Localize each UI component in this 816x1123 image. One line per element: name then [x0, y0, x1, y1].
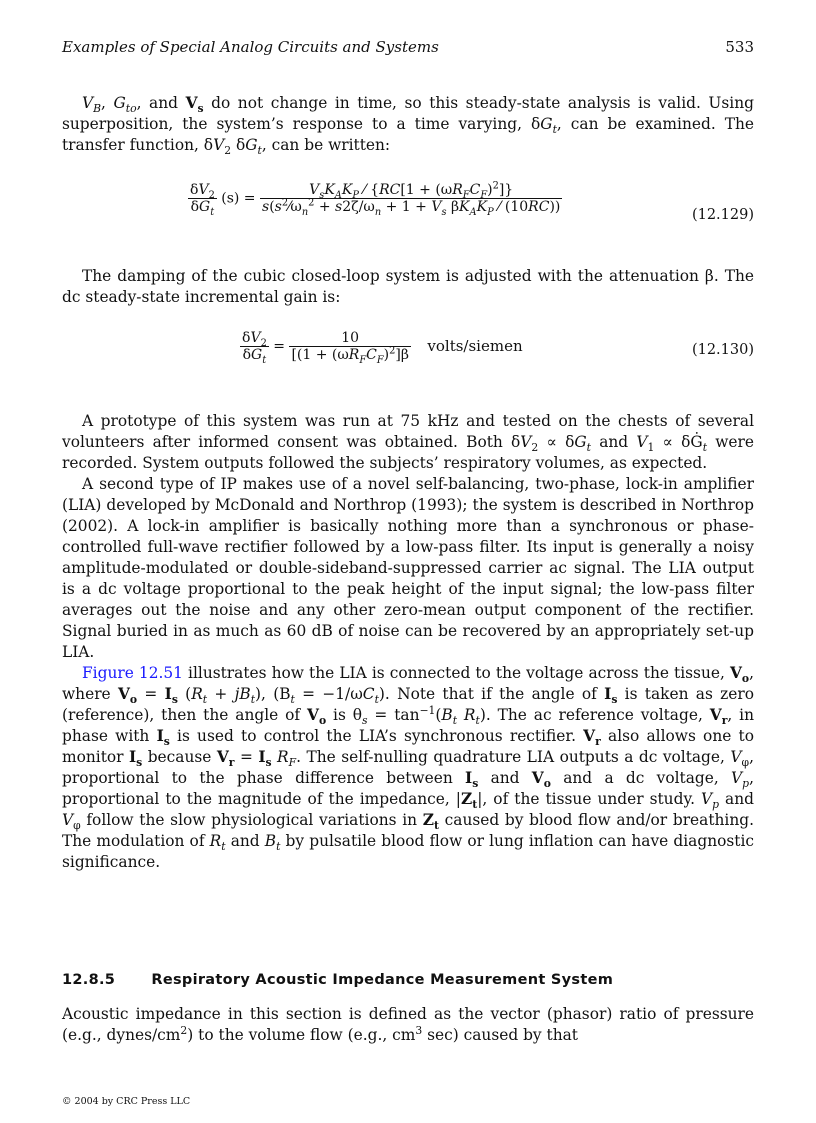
equation-number-130: (12.130) — [691, 342, 754, 358]
paragraph-prototype: A prototype of this system was run at 75 kHz and tested on the chests of several volunteers after informed consent was obtained. Both $\delta V_2 \propto \delta G_t$ and $V_1$ ∝ $\delta Ġ_t$ were recorded. System outputs followed the subjects’ respiratory volumes, as expected. — [62, 412, 754, 472]
eq130-lhs: $\frac{\delta V_2}{\delta G_t}$ — [242, 330, 267, 366]
running-title: Examples of Special Analog Circuits and Systems — [62, 38, 439, 56]
section-heading — [62, 972, 613, 988]
paragraph-steady-state: $V_B$, $G_{to}$, and $V_s$ do not change in time, so this steady-state analysis is valid. Using superposition, the system’s response to a time varying, $\delta G_t$, can be examined. The transfer function, $\delta V_2$ $\delta G_t$, can be written: — [62, 94, 754, 158]
body-text-block-4 — [62, 1004, 754, 1046]
paragraph-lock-in-amplifier: A second type of IP makes use of a novel self-balancing, two-phase, lock-in amplifier (LIA) developed by McDonald and Northrop (1993); the system is described in Northrop (2002). A lock-in amplifier is basically nothing more than a synchronous or phase-controlled full-wave rectifier followed by a low-pass filter. Its input is generally a noisy amplitude-modulated or double-sideband-suppressed carrier ac signal. The LIA output is a dc voltage proportional to the peak height of the input signal; the low-pass filter averages out the noise and any other zero-mean output component of the rectifier. Signal buried in as much as 60 dB of noise can be recovered by an appropriately set-up LIA. — [62, 475, 754, 661]
eq130-units: volts/siemen — [427, 336, 523, 355]
eq130-equals: = — [273, 338, 285, 355]
paragraph-damping: The damping of the cubic closed-loop system is adjusted with the attenuation β. The dc steady-state incremental gain is: — [62, 267, 754, 306]
eq129-arg: (s) = — [221, 190, 256, 207]
paragraph-figure-12-51-text: illustrates how the LIA is connected to the voltage across the tissue, $V_o$, where $V_o = I_s$ $(R_t + jB_t)$, $(B_t = -1/\omega C_t)$. Note that if the angle of $I_s$ is taken as zero (reference), then the angle of $V_o$ is $\theta_s = \tan^{-1}(B_t$ $R_t$). The ac reference voltage, $V_r$, in phase with $I_s$ is used to control the LIA’s synchronous rectifier. $V_r$ also allows one to monitor $I_s$ because $V_r = I_s$ $R_F$. The self-nulling quadrature LIA outputs a dc voltage, $V_\varphi$, proportional to the phase difference between $I_s$ and $V_o$ and a dc voltage, $V_p$, proportional to the magnitude of the impedance, $|Z_t|$, of the tissue under study. $V_p$ and $V_\varphi$ follow the slow physiological variations in $Z_t$ caused by blood flow and/or breathing. The modulation of $R_t$ and $B_t$ by pulsatile blood flow or lung inflation can have diagnostic significance. — [62, 664, 755, 871]
paragraph-acoustic-impedance: Acoustic impedance in this section is defined as the vector (phasor) ratio of pressure (e.g., dynes/$cm^2$) to the volume flow (e.g., $cm^3$ sec) caused by that — [62, 1005, 754, 1044]
section-title: Respiratory Acoustic Impedance Measurement System — [151, 972, 614, 988]
eq129-rhs: $\frac{V_sK_AK_P ⁄ \{RC[1 + (\omega R_FC_F)^2]\}}{s(s^2⁄\omega_n^2 + s2\zeta/\omega_n + 1 + V_s \beta K_AK_P ⁄ (10RC))}$ — [262, 180, 561, 218]
figure-12-51-link[interactable]: Figure 12.51 — [82, 664, 183, 682]
equation-12-129 — [62, 180, 754, 250]
body-text-block-3 — [62, 411, 754, 873]
equation-12-130 — [62, 328, 754, 388]
section-number: 12.8.5 — [62, 972, 116, 988]
copyright-footer: © 2004 by CRC Press LLC — [62, 1096, 191, 1107]
equation-number-129: (12.129) — [691, 207, 754, 223]
body-text-block-2 — [62, 266, 754, 308]
running-header — [62, 38, 754, 60]
page-number: 533 — [725, 38, 754, 56]
body-text-block-1 — [62, 93, 754, 156]
eq130-rhs: $\frac{10}{[(1 + (\omega R_FC_F)^2]\beta}$ — [291, 330, 409, 366]
eq129-lhs: $\frac{\delta V_2}{\delta G_t}$ — [190, 182, 215, 218]
paragraph-figure-12-51 — [62, 663, 754, 873]
